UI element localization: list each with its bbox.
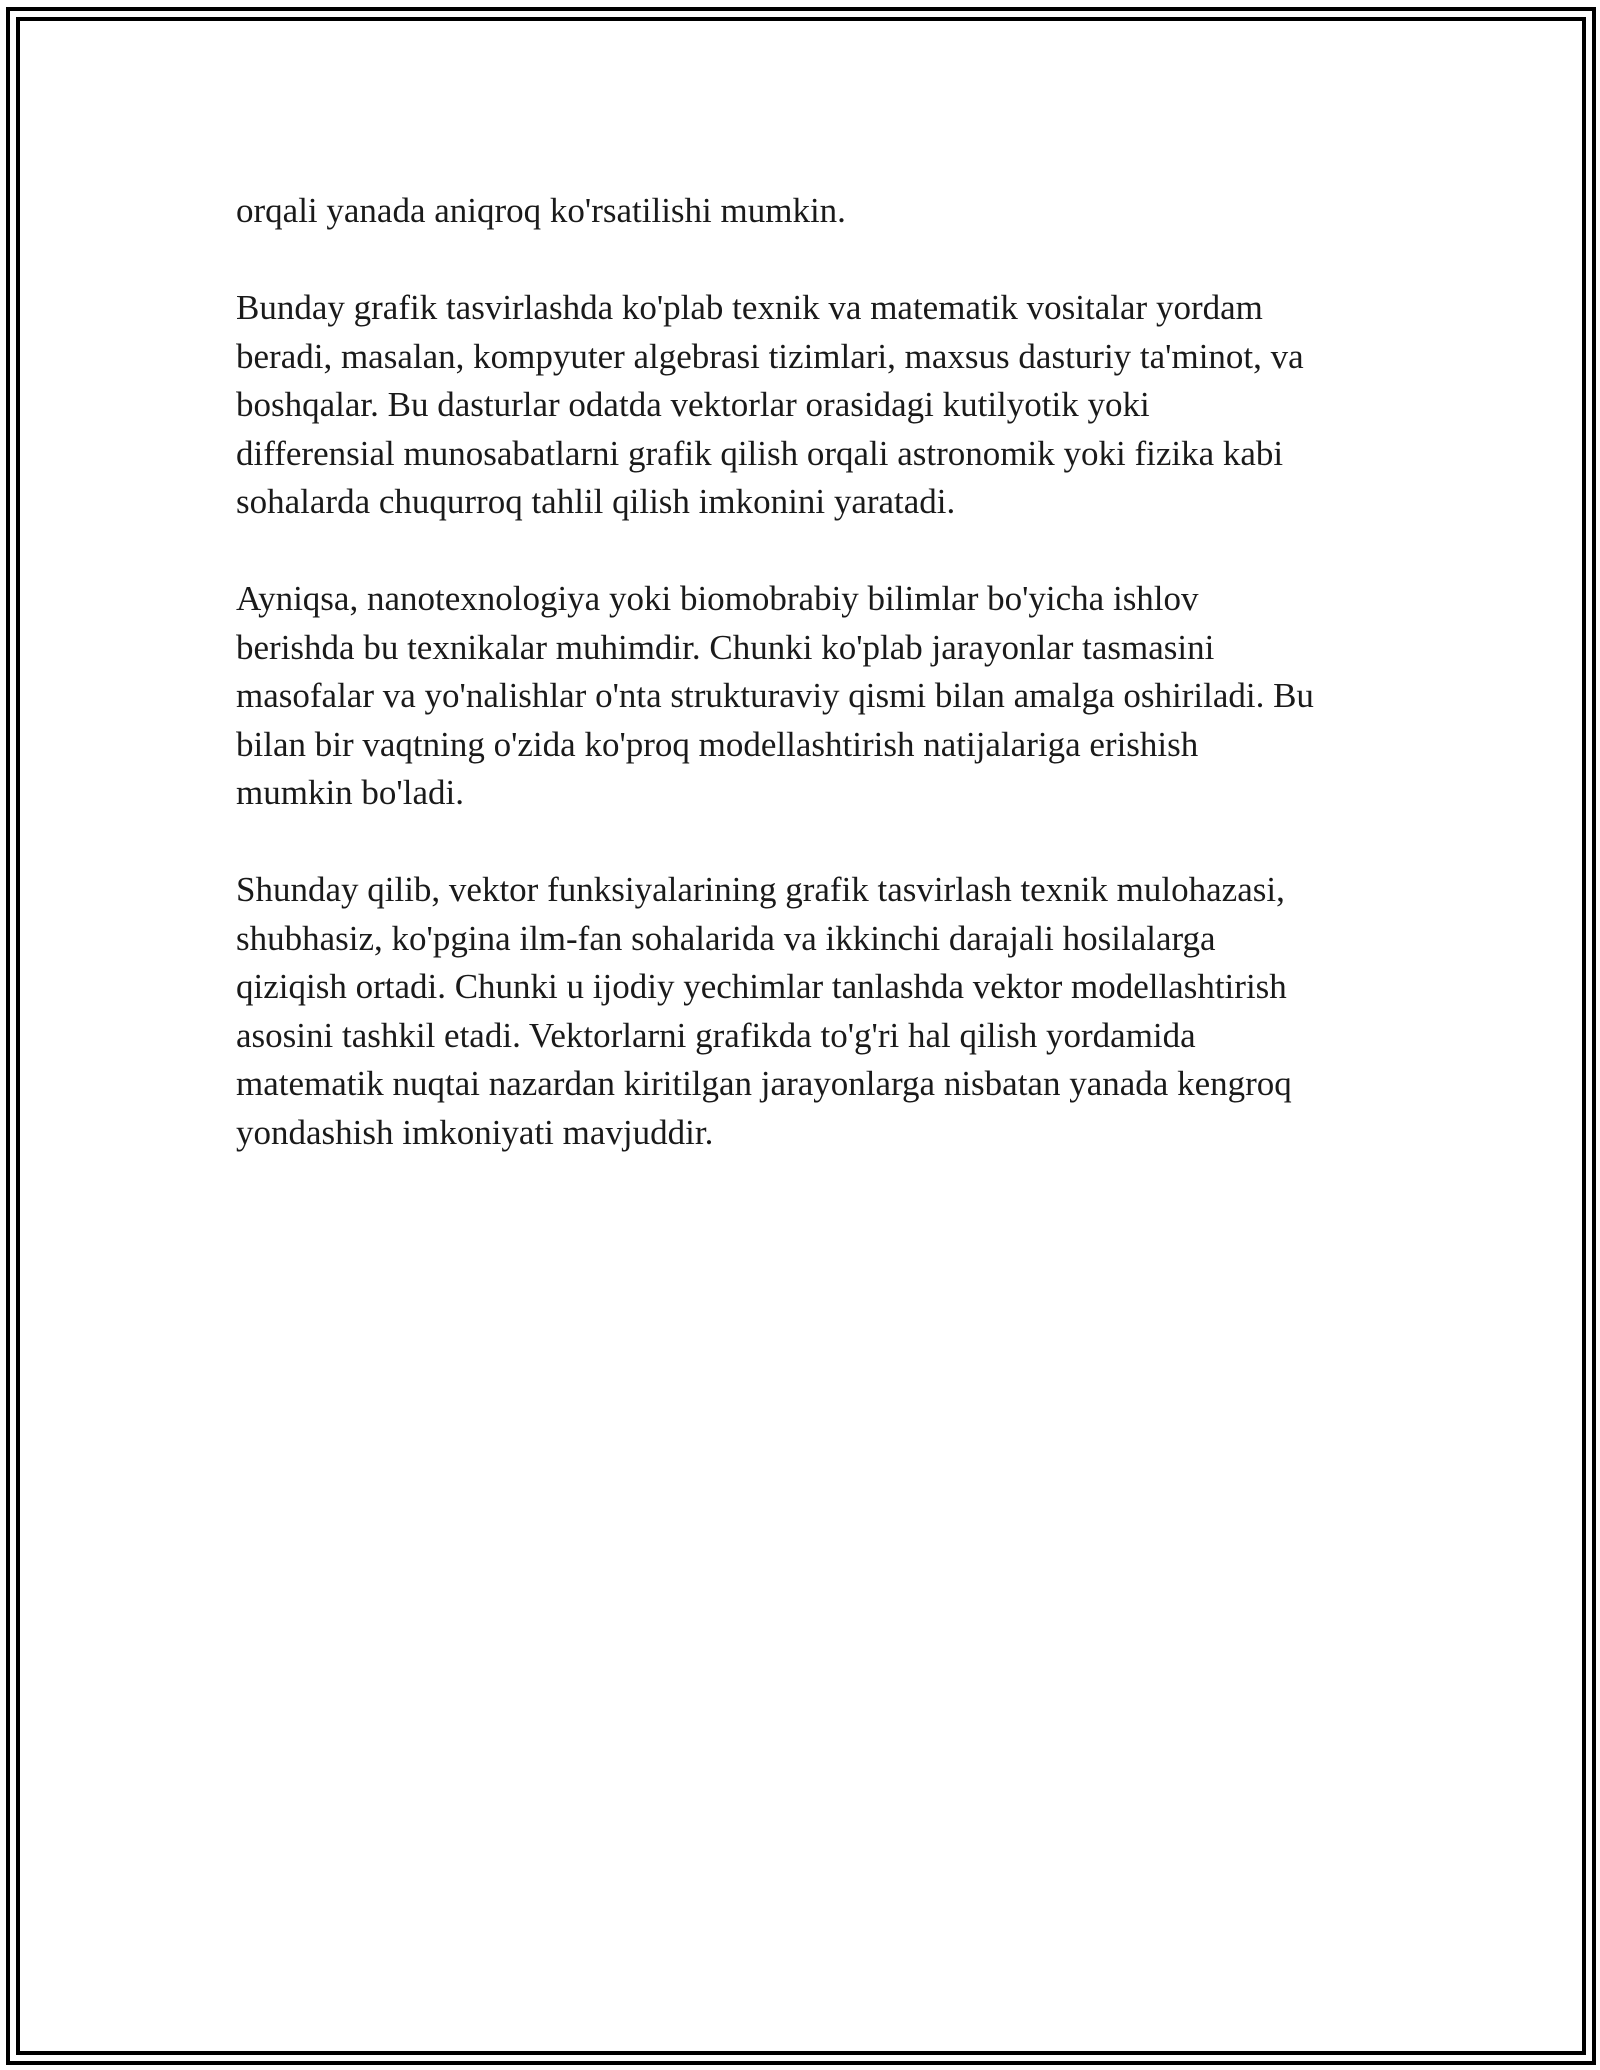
paragraph-4: Shunday qilib, vektor funksiyalarining grafik tasvirlash texnik mulohazasi, shubhasiz, ko'pgina ilm-fan sohalarida va ikkinchi darajali hosilalarga qiziqish ortadi. Chunki u ijodiy yechimlar tanlashda vektor modellashtirish asosini tashkil etadi. Vektorlarni grafikda to'g'ri hal qilish yordamida matematik nuqtai nazardan kiritilgan jarayonlarga nisbatan yanada kengroq yondashish imkoniyati mavjuddir.: [236, 870, 1292, 1152]
paragraph-3: Ayniqsa, nanotexnologiya yoki biomobrabiy bilimlar bo'yicha ishlov berishda bu texnikalar muhimdir. Chunki ko'plab jarayonlar tasmasini masofalar va yo'nalishlar o'nta strukturaviy qismi bilan amalga oshiriladi. Bu bilan bir vaqtning o'zida ko'proq modellashtirish natijalariga erishish mumkin bo'ladi.: [236, 579, 1314, 812]
document-body: [236, 187, 1386, 1157]
paragraph-2: Bunday grafik tasvirlashda ko'plab texnik va matematik vositalar yordam beradi, masalan, kompyuter algebrasi tizimlari, maxsus dasturiy ta'minot, va boshqalar. Bu dasturlar odatda vektorlar orasidagi kutilyotik yoki differensial munosabatlarni grafik qilish orqali astronomik yoki fizika kabi sohalarda chuqurroq tahlil qilish imkonini yaratadi.: [236, 288, 1304, 521]
paragraph-1: orqali yanada aniqroq ko'rsatilishi mumkin.: [236, 191, 846, 230]
